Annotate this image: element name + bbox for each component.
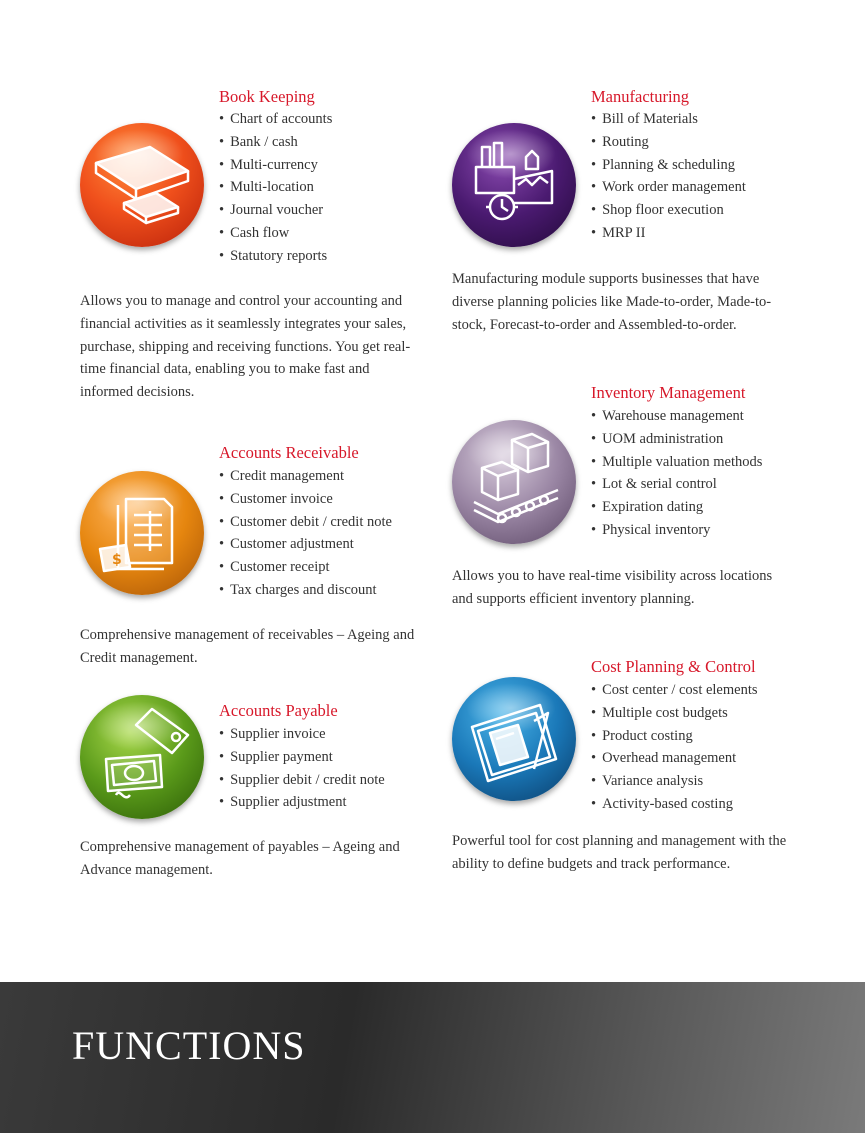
list-item: • Supplier debit / credit note [219,769,385,792]
svg-text:$: $ [112,552,122,568]
accounts-payable-description: Comprehensive management of payables – Ageing and Advance management. [80,839,400,878]
conveyor-boxes-icon [452,420,576,544]
manufacturing-list [591,108,746,245]
list-item: • Activity-based costing [591,793,758,816]
list-item: • UOM administration [591,428,762,451]
footer-banner [0,982,865,1133]
list-item: • Supplier adjustment [219,791,385,814]
list-item: • MRP II [591,222,746,245]
list-item: • Expiration dating [591,496,762,519]
list-item: • Customer debit / credit note [219,511,392,534]
list-item: • Journal voucher [219,199,332,222]
list-item: • Work order management [591,176,746,199]
list-item: • Physical inventory [591,519,762,542]
cost-planning-description: Powerful tool for cost planning and management with the ability to define budgets and track performance. [452,833,787,872]
list-item: • Overhead management [591,747,758,770]
manufacturing-title: Manufacturing [591,87,690,106]
list-item: • Cash flow [219,222,332,245]
factory-icon [452,123,576,247]
list-item: • Customer adjustment [219,533,392,556]
list-item: • Multiple cost budgets [591,702,758,725]
inventory-management-description: Allows you to have real-time visibility across locations and supports efficient inventory planning. [452,568,773,607]
list-item: • Cost center / cost elements [591,679,758,702]
accounts-receivable-description: Comprehensive management of receivables – Ageing and Credit management. [80,627,415,666]
cost-planning-title: Cost Planning & Control [591,657,756,676]
list-item: • Multi-location [219,176,332,199]
book-keeping-title: Book Keeping [219,87,315,106]
accounts-payable-list [219,723,385,814]
footer-title: FUNCTIONS [72,1023,306,1068]
calculator-plan-icon [452,677,576,801]
list-item: • Shop floor execution [591,199,746,222]
invoice-icon [80,471,204,595]
accounts-receivable-title: Accounts Receivable [219,443,359,462]
books-icon [80,123,204,247]
list-item: • Statutory reports [219,245,332,268]
list-item: • Chart of accounts [219,108,332,131]
list-item: • Credit management [219,465,392,488]
list-item: • Routing [591,131,746,154]
cost-planning-list [591,679,758,816]
accounts-receivable-list [219,465,392,602]
list-item: • Variance analysis [591,770,758,793]
list-item: • Customer invoice [219,488,392,511]
list-item: • Product costing [591,725,758,748]
money-tag-icon [80,695,204,819]
list-item: • Multiple valuation methods [591,451,762,474]
list-item: • Planning & scheduling [591,154,746,177]
book-keeping-description: Allows you to manage and control your accounting and financial activities as it seamlessly integrates your sales, purchase, shipping and receiving functions. You get real-time financial data, enabling you to make fast and informed decisions. [80,293,411,401]
list-item: • Warehouse management [591,405,762,428]
list-item: • Lot & serial control [591,473,762,496]
inventory-management-title: Inventory Management [591,383,746,402]
list-item: • Supplier invoice [219,723,385,746]
list-item: • Bill of Materials [591,108,746,131]
book-keeping-list [219,108,332,268]
list-item: • Supplier payment [219,746,385,769]
accounts-payable-title: Accounts Payable [219,701,338,720]
list-item: • Multi-currency [219,154,332,177]
inventory-management-list [591,405,762,542]
manufacturing-description: Manufacturing module supports businesses that have diverse planning policies like Made-to-order, Made-to-stock, Forecast-to-order and Assembled-to-order. [452,271,772,333]
list-item: • Tax charges and discount [219,579,392,602]
list-item: • Bank / cash [219,131,332,154]
list-item: • Customer receipt [219,556,392,579]
